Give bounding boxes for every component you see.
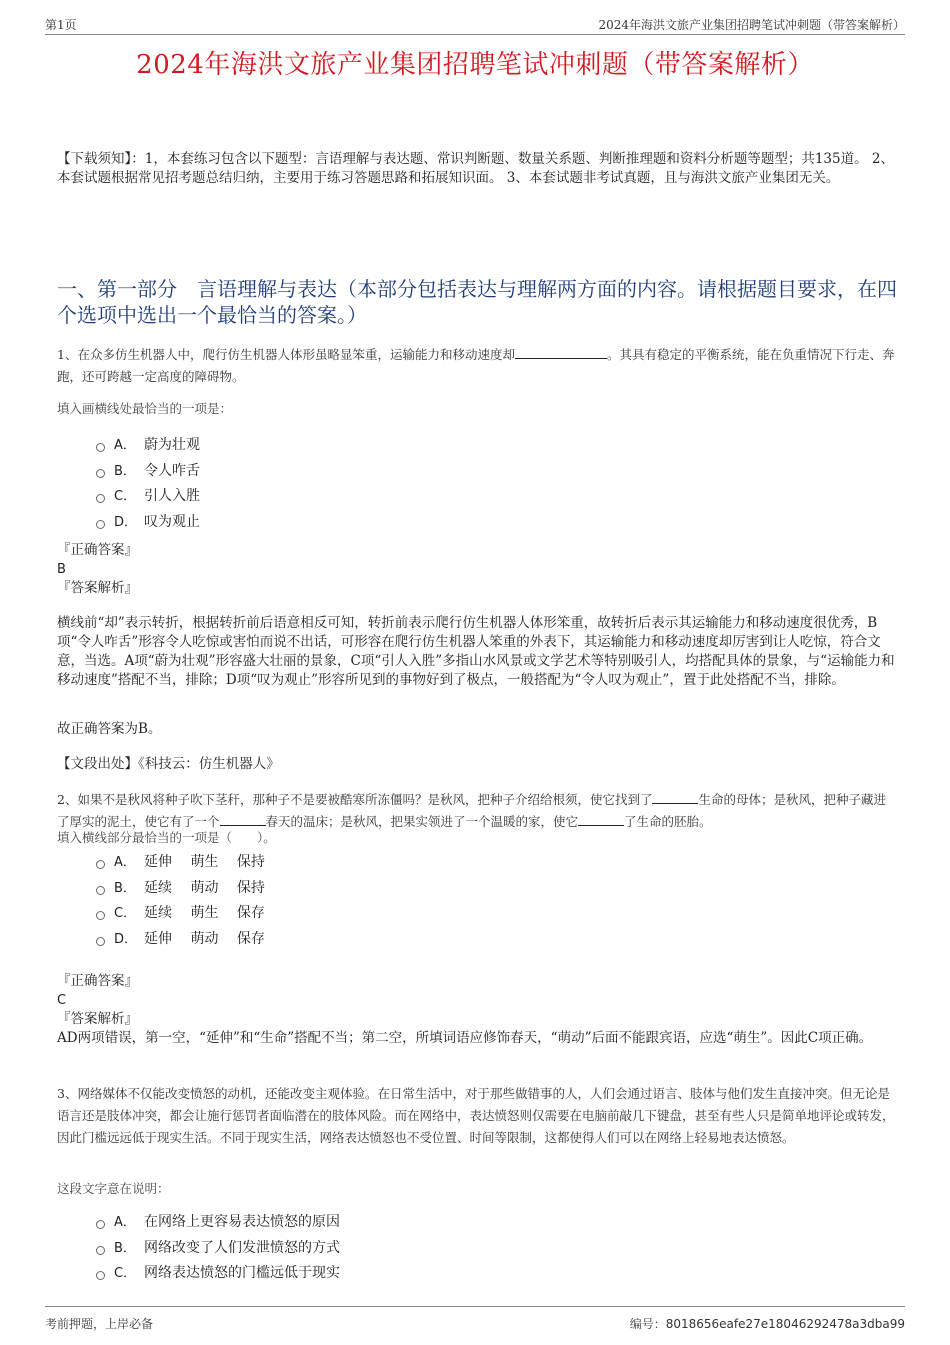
q1-option-a[interactable]: A． 蔚为壮观 [96,433,200,459]
q1-options [96,433,200,535]
footer-code-value: 8018656eafe27e18046292478a3dba99 [665,1317,905,1331]
q2-blank-3 [578,813,624,826]
radio-icon[interactable] [96,469,105,478]
q1-option-b[interactable]: B． 令人咋舌 [96,459,200,485]
q1-analysis-label: 『答案解析』 [57,580,138,596]
q2-answer-block [57,972,898,1048]
q3-lead: 这段文字意在说明： [57,1181,170,1196]
q2-answer: C [57,993,67,1008]
q2-blank-1 [652,791,698,804]
header-doc-name: 2024年海洪文旅产业集团招聘笔试冲刺题（带答案解析） [598,18,905,32]
radio-icon[interactable] [96,494,105,503]
radio-icon[interactable] [96,443,105,452]
radio-icon[interactable] [96,886,105,895]
q1-option-d[interactable]: D． 叹为观止 [96,510,200,536]
section-title: 一、第一部分 言语理解与表达（本部分包括表达与理解两方面的内容。请根据题目要求，在四个选项中选出一个最恰当的答案。） [57,277,897,327]
q1-answer-block [57,541,898,598]
q2-options [96,850,265,952]
q1-conclusion: 故正确答案为B。 [57,721,162,737]
q1-source: 【文段出处】《科技云：仿生机器人》 [57,756,280,772]
radio-icon[interactable] [96,520,105,529]
question-1-stem [57,344,898,388]
page-footer [45,1306,905,1329]
document-title: 2024年海洪文旅产业集团招聘笔试冲刺题（带答案解析） [136,50,814,80]
q2-analysis: AD两项错误，第一空，“延伸”和“生命”搭配不当；第二空，所填词语应修饰春天，“萌动”后面不能跟宾语，应选“萌生”。因此C项正确。 [57,1030,873,1046]
radio-icon[interactable] [96,911,105,920]
radio-icon[interactable] [96,937,105,946]
q3-option-c[interactable]: C． 网络表达愤怒的门槛远低于现实 [96,1261,340,1287]
radio-icon[interactable] [96,1246,105,1255]
radio-icon[interactable] [96,860,105,869]
q2-answer-label: 『正确答案』 [57,973,138,989]
q1-blank [515,345,607,359]
download-notice: 【下载须知】：1，本套练习包含以下题型：言语理解与表达题、常识判断题、数量关系题、判断推理题和资料分析题等题型；共135道。 2、本套试题根据常见招考题总结归纳，主要用于练习答题思路和拓展知识面。 3、本套试题非考试真题，且与海洪文旅产业集团无关。 [57,151,894,186]
q1-text-before: 1、在众多仿生机器人中，爬行仿生机器人体形虽略显笨重，运输能力和移动速度却 [57,347,515,362]
q2-option-d[interactable]: D． 延伸 萌动 保存 [96,927,265,953]
q1-text-after: 。其具有稳定的平衡系统，能在负重情况下行走、奔跑，还可跨越一定高度的障碍物。 [57,347,895,384]
q3-options [96,1210,340,1287]
question-3-stem: 3、网络媒体不仅能改变愤怒的动机，还能改变主观体验。在日常生活中，对于那些做错事的人，人们会通过语言、肢体与他们发生直接冲突。但无论是语言还是肢体冲突，都会让施行惩罚者面临潜在的肢体风险。而在网络中，表达愤怒则仅需要在电脑前敲几下键盘，甚至有些人只是简单地评论或转发，因此门槛远远低于现实生活。不同于现实生活，网络表达愤怒也不受位置、时间等限制，这都使得人们可以在网络上轻易地表达愤怒。 [57,1086,895,1145]
q2-option-a[interactable]: A． 延伸 萌生 保持 [96,850,265,876]
footer-note: 考前押题，上岸必备 [45,1317,154,1331]
q3-option-b[interactable]: B． 网络改变了人们发泄愤怒的方式 [96,1236,340,1262]
q2-lead: 填入横线部分最恰当的一项是（ ）。 [57,830,276,845]
q3-option-a[interactable]: A． 在网络上更容易表达愤怒的原因 [96,1210,340,1236]
radio-icon[interactable] [96,1271,105,1280]
q2-analysis-label: 『答案解析』 [57,1011,138,1027]
q1-lead: 填入画横线处最恰当的一项是： [57,401,233,416]
q1-answer: B [57,562,66,577]
q2-option-b[interactable]: B． 延续 萌动 保持 [96,876,265,902]
q2-option-c[interactable]: C． 延续 萌生 保存 [96,901,265,927]
footer-code [630,1315,905,1332]
footer-code-label: 编号： [629,1317,666,1331]
q2-blank-2 [220,813,266,826]
question-2-stem: 2、如果不是秋风将种子吹下茎秆，那种子不是要被酷寒所冻僵吗？是秋风，把种子介绍给根须，使它找到了 生命的母体；是秋风，把种子藏进了厚实的泥土，使它有了一个 春天的温床；是秋风，把果实领进了一个温暖的家，使它 了生命的胚胎。 [57,792,886,829]
page-number: 第1页 [45,18,77,32]
page-header [45,14,905,35]
q1-option-c[interactable]: C． 引人入胜 [96,484,200,510]
q1-analysis: 横线前“却”表示转折，根据转折前后语意相反可知，转折前表示爬行仿生机器人体形笨重，故转折后表示其运输能力和移动速度很优秀，B项“令人咋舌”形容令人吃惊或害怕而说不出话，可形容在爬行仿生机器人笨重的外表下，其运输能力和移动速度却厉害到让人吃惊，符合文意，当选。A项“蔚为壮观”形容盛大壮丽的景象，C项“引人入胜”多指山水风景或文学艺术等特别吸引人，均搭配具体的景象，与“运输能力和移动速度”搭配不当，排除；D项“叹为观止”形容所见到的事物好到了极点，一般搭配为“令人叹为观止”，置于此处搭配不当，排除。 [57,615,895,688]
q1-answer-label: 『正确答案』 [57,542,138,558]
radio-icon[interactable] [96,1220,105,1229]
